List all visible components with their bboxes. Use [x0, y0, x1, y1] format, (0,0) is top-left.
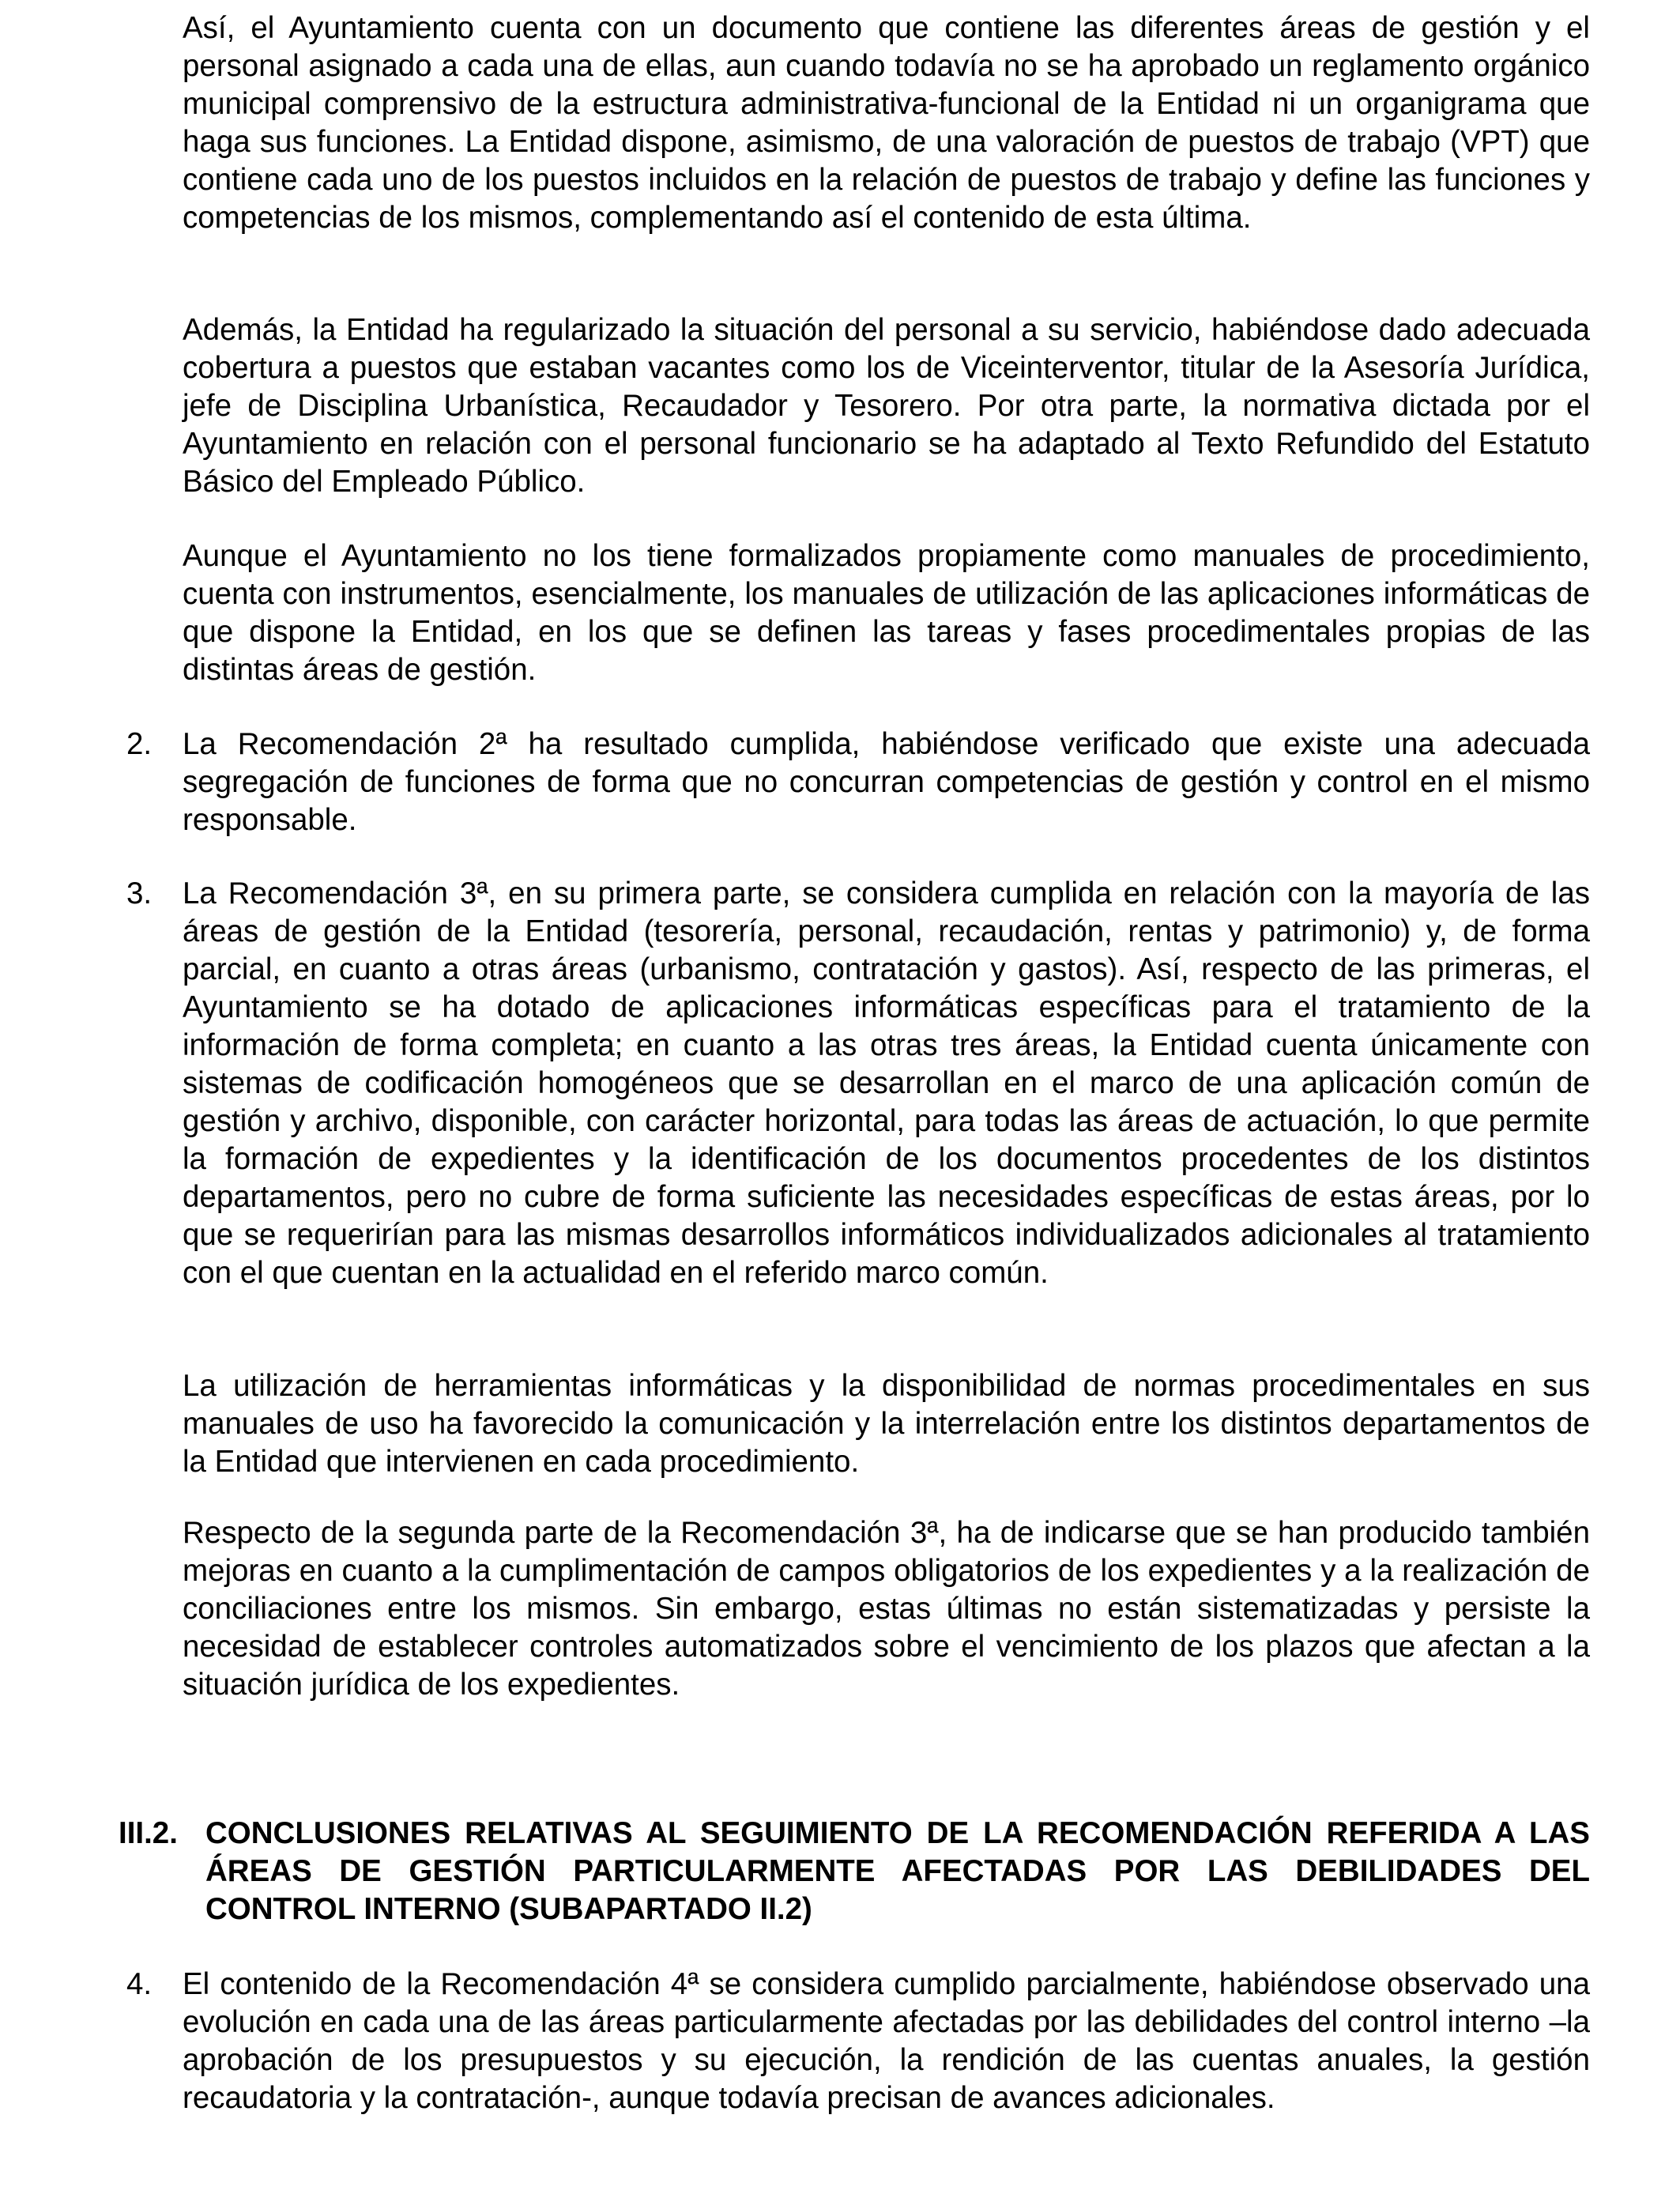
- item-2-number: 2.: [126, 727, 153, 761]
- item-4-number: 4.: [126, 1967, 153, 2001]
- paragraph-tools: La utilización de herramientas informáticas y la disponibilidad de normas procedimentales en sus manuales de uso ha favorecido la comunicación y la interrelación entre los distintos departamentos de la Entidad que intervienen en cada procedimiento.: [183, 1369, 1590, 1479]
- section-number: III.2.: [119, 1816, 178, 1850]
- section-heading: CONCLUSIONES RELATIVAS AL SEGUIMIENTO DE LA RECOMENDACIÓN REFERIDA A LAS ÁREAS DE GESTIÓN PARTICULARMENTE AFECTADAS POR LAS DEBILIDADES DEL CONTROL INTERNO (SUBAPARTADO II.2): [205, 1816, 1590, 1926]
- paragraph-personnel: Además, la Entidad ha regularizado la situación del personal a su servicio, habiéndose dado adecuada cobertura a puestos que estaban vacantes como los de Viceinterventor, titular de la Asesoría Jurídica, jefe de Disciplina Urbanística, Recaudador y Tesorero. Por otra parte, la normativa dictada por el Ayuntamiento en relación con el personal funcionario se ha adaptado al Texto Refundido del Estatuto Básico del Empleado Público.: [183, 313, 1590, 499]
- item-3-number: 3.: [126, 876, 153, 910]
- paragraph-second-part: Respecto de la segunda parte de la Recomendación 3ª, ha de indicarse que se han producido también mejoras en cuanto a la cumplimentación de campos obligatorios de los expedientes y a la realización de conciliaciones entre los mismos. Sin embargo, estas últimas no están sistematizadas y persiste la necesidad de establecer controles automatizados sobre el vencimiento de los plazos que afectan a la situación jurídica de los expedientes.: [183, 1516, 1590, 1702]
- item-4-text: El contenido de la Recomendación 4ª se considera cumplido parcialmente, habiéndose observado una evolución en cada una de las áreas particularmente afectadas por las debilidades del control interno –la aprobación de los presupuestos y su ejecución, la rendición de las cuentas anuales, la gestión recaudatoria y la contratación-, aunque todavía precisan de avances adicionales.: [183, 1967, 1590, 2115]
- item-2-text: La Recomendación 2ª ha resultado cumplida, habiéndose verificado que existe una adecuada segregación de funciones de forma que no concurran competencias de gestión y control en el mismo responsable.: [183, 727, 1590, 837]
- paragraph-procedures: Aunque el Ayuntamiento no los tiene formalizados propiamente como manuales de procedimiento, cuenta con instrumentos, esencialmente, los manuales de utilización de las aplicaciones informáticas de que dispone la Entidad, en los que se definen las tareas y fases procedimentales propias de las distintas áreas de gestión.: [183, 539, 1590, 687]
- paragraph-organization: Así, el Ayuntamiento cuenta con un documento que contiene las diferentes áreas de gestión y el personal asignado a cada una de ellas, aun cuando todavía no se ha aprobado un reglamento orgánico municipal comprensivo de la estructura administrativa-funcional de la Entidad ni un organigrama que haga sus funciones. La Entidad dispone, asimismo, de una valoración de puestos de trabajo (VPT) que contiene cada uno de los puestos incluidos en la relación de puestos de trabajo y define las funciones y competencias de los mismos, complementando así el contenido de esta última.: [183, 11, 1590, 235]
- item-3-text: La Recomendación 3ª, en su primera parte, se considera cumplida en relación con la mayoría de las áreas de gestión de la Entidad (tesorería, personal, recaudación, rentas y patrimonio) y, de forma parcial, en cuanto a otras áreas (urbanismo, contratación y gastos). Así, respecto de las primeras, el Ayuntamiento se ha dotado de aplicaciones informáticas específicas para el tratamiento de la información de forma completa; en cuanto a las otras tres áreas, la Entidad cuenta únicamente con sistemas de codificación homogéneos que se desarrollan en el marco de una aplicación común de gestión y archivo, disponible, con carácter horizontal, para todas las áreas de actuación, lo que permite la formación de expedientes y la identificación de los documentos procedentes de los distintos departamentos, pero no cubre de forma suficiente las necesidades específicas de estas áreas, por lo que se requerirían para las mismas desarrollos informáticos individualizados adicionales al tratamiento con el que cuentan en la actualidad en el referido marco común.: [183, 876, 1590, 1290]
